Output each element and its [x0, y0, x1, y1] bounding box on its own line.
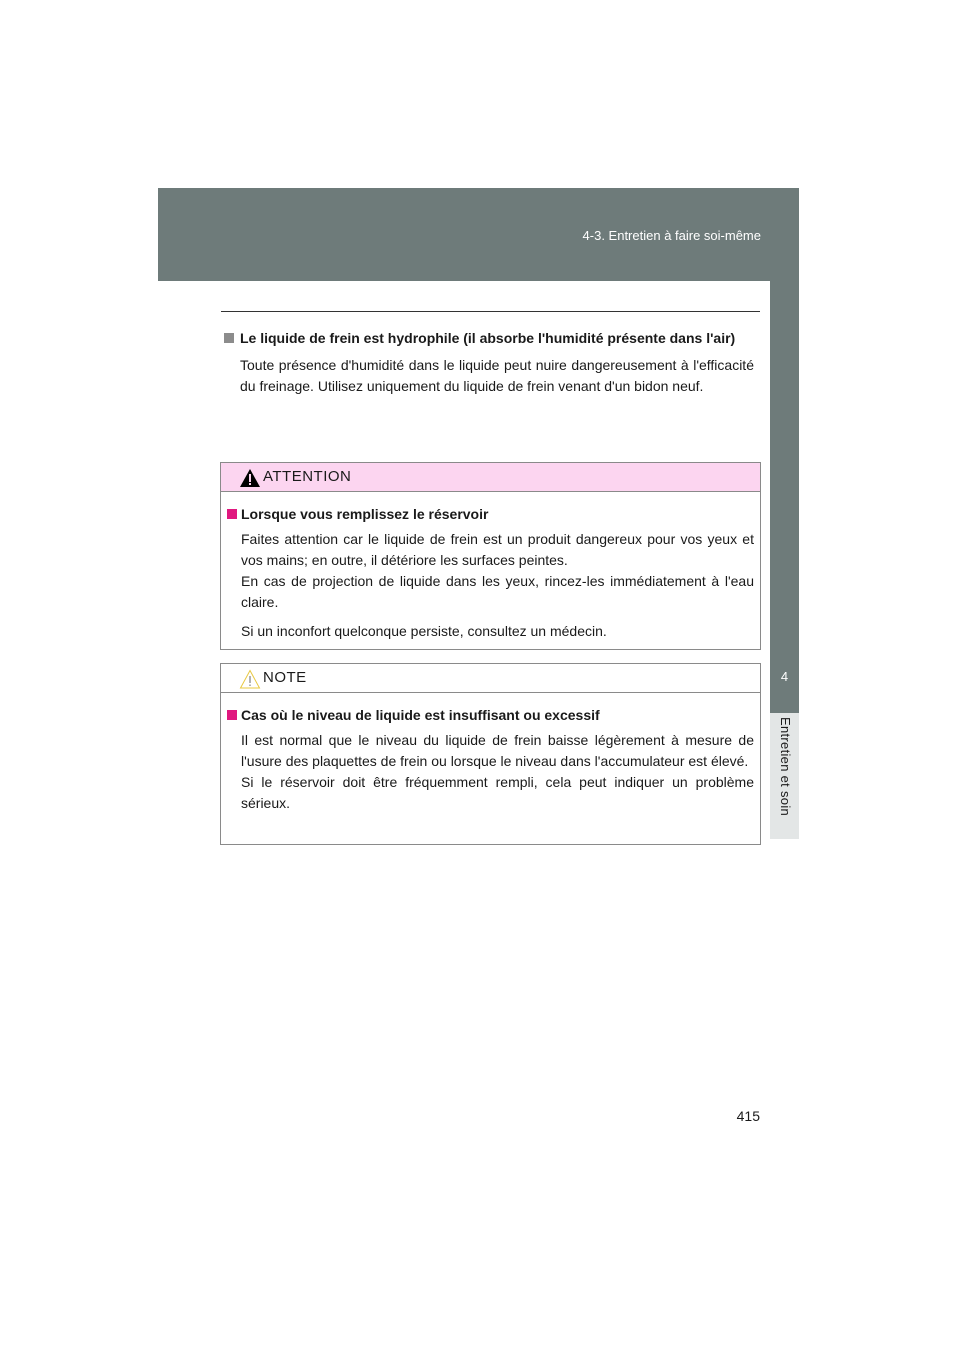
attention-heading: Lorsque vous remplissez le réservoir	[241, 506, 489, 522]
section-divider	[221, 311, 760, 312]
note-title: NOTE	[263, 669, 307, 686]
page-number: 415	[736, 1108, 760, 1124]
note-box	[220, 663, 761, 845]
note-body	[221, 693, 760, 830]
magenta-square-bullet-icon	[227, 710, 237, 720]
attention-paragraph: Si un inconfort quelconque persiste, consultez un médecin.	[241, 623, 607, 639]
square-bullet-icon	[224, 333, 234, 343]
attention-body	[221, 492, 760, 658]
caution-outline-icon	[239, 669, 261, 689]
note-paragraph: Il est normal que le niveau du liquide de frein baisse légèrement à mesure de l'usure des plaquettes de frein ou lorsque le niveau dans l'accumulateur est élevé.	[241, 732, 754, 769]
attention-paragraph: En cas de projection de liquide dans les yeux, rincez-les immédiatement à l'eau claire.	[241, 573, 754, 610]
note-heading-row	[227, 705, 754, 726]
magenta-square-bullet-icon	[227, 509, 237, 519]
chapter-number: 4	[770, 641, 799, 713]
warning-icon	[239, 468, 261, 488]
side-tab-bar	[770, 281, 799, 641]
attention-paragraph: Faites attention car le liquide de frein est un produit dangereux pour vos yeux et vos mains; en outre, il détériore les surfaces peintes.	[241, 531, 754, 568]
chapter-label: Entretien et soin	[778, 717, 793, 817]
attention-box	[220, 462, 761, 650]
section-heading-row	[224, 328, 754, 349]
attention-header	[221, 463, 760, 492]
header-title: 4-3. Entretien à faire soi-même	[582, 228, 761, 243]
attention-heading-row	[227, 504, 754, 525]
info-section	[224, 328, 754, 397]
section-heading: Le liquide de frein est hydrophile (il absorbe l'humidité présente dans l'air)	[240, 330, 736, 346]
header-band	[158, 188, 799, 281]
note-heading: Cas où le niveau de liquide est insuffisant ou excessif	[241, 707, 600, 723]
note-header	[221, 664, 760, 693]
attention-title: ATTENTION	[263, 468, 352, 485]
section-body: Toute présence d'humidité dans le liquide peut nuire dangereusement à l'efficacité du freinage. Utilisez uniquement du liquide de frein venant d'un bidon neuf.	[240, 357, 754, 394]
chapter-tab	[770, 713, 799, 839]
note-paragraph: Si le réservoir doit être fréquemment rempli, cela peut indiquer un problème sérieux.	[241, 774, 754, 811]
